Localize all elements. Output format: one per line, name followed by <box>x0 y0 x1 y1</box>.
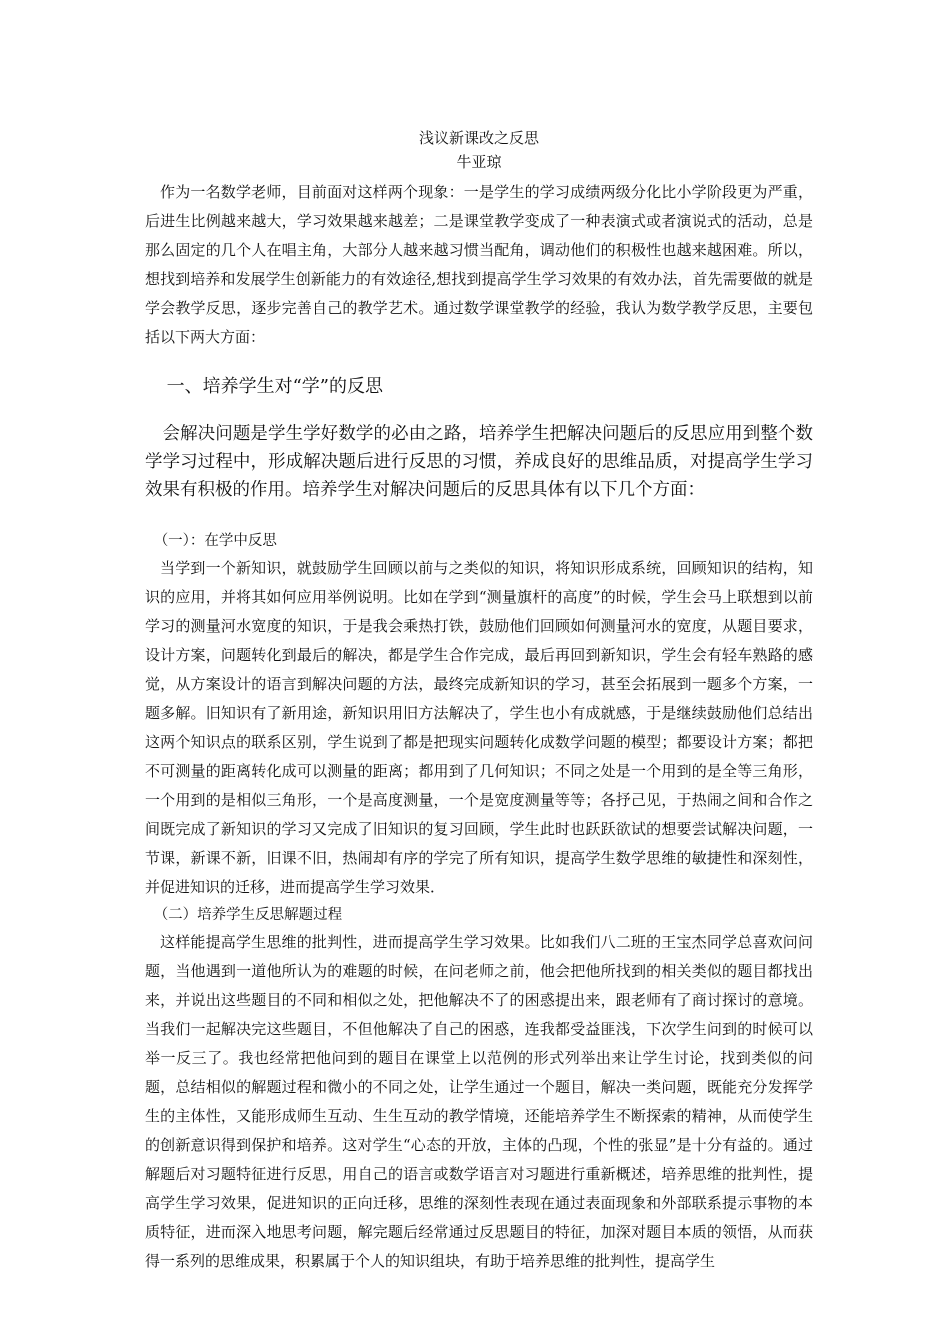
subsection2-heading: （二）培养学生反思解题过程 <box>153 907 343 923</box>
document-author: 牛亚琼 <box>456 153 502 171</box>
document-title: 浅议新课改之反思 <box>418 129 539 147</box>
subsection1-heading: （一）：在学中反思 <box>153 533 277 549</box>
document-page <box>145 126 813 1276</box>
subsection2-paragraph: 这样能提高学生思维的批判性，进而提高学生学习效果。比如我们八二班的王宝杰同学总喜欢问问题，当他遇到一道他所认为的难题的时候，在问老师之前，他会把他所找到的相关类似的题目都找出来，并说出这些题目的不同和相似之处，把他解决不了的困惑提出来，跟老师有了商讨探讨的意境。当我们一起解决完这些题目，不但他解决了自己的困惑，连我都受益匪浅，下次学生问到的时候可以举一反三了。我也经常把他问到的题目在课堂上以范例的形式列举出来让学生讨论，找到类似的问题，总结相似的解题过程和微小的不同之处，让学生通过一个题目，解决一类问题，既能充分发挥学生的主体性，又能形成师生互动、生生互动的教学情境，还能培养学生不断探索的精神，从而使学生的创新意识得到保护和培养。这对学生“心态的开放，主体的凸现，个性的张显”是十分有益的。通过解题后对习题特征进行反思，用自己的语言或数学语言对习题进行重新概述，培养思维的批判性，提高学生学习效果，促进知识的正向迁移，思维的深刻性表现在通过表面现象和外部联系提示事物的本质特征，进而深入地思考问题，解完题后经常通过反思题目的特征，加深对题目本质的领悟，从而获得一系列的思维成果，积累属于个人的知识组块，有助于培养思维的批判性，提高学生 <box>145 933 813 1270</box>
subsection1-paragraph: 当学到一个新知识，就鼓励学生回顾以前与之类似的知识，将知识形成系统，回顾知识的结构，知识的应用，并将其如何应用举例说明。比如在学到“测量旗杆的高度”的时候，学生会马上联想到以前学习的测量河水宽度的知识，于是我会乘热打铁，鼓励他们回顾如何测量河水的宽度，从题目要求，设计方案，问题转化到最后的解决，都是学生合作完成，最后再回到新知识，学生会有轻车熟路的感觉，从方案设计的语言到解决问题的方法，最终完成新知识的学习，甚至会拓展到一题多个方案，一题多解。旧知识有了新用途，新知识用旧方法解决了，学生也小有成就感，于是继续鼓励他们总结出这两个知识点的联系区别，学生说到了都是把现实问题转化成数学问题的模型；都要设计方案；都把不可测量的距离转化成可以测量的距离；都用到了几何知识；不同之处是一个用到的是全等三角形，一个用到的是相似三角形，一个是高度测量，一个是宽度测量等等；各抒己见，于热闹之间和合作之间既完成了新知识的学习又完成了旧知识的复习回顾，学生此时也跃跃欲试的想要尝试解决问题，一节课，新课不新，旧课不旧，热闹却有序的学完了所有知识，提高学生数学思维的敏捷性和深刻性，并促进知识的迁移，进而提高学生学习效果． <box>145 559 813 896</box>
section1-heading: 一、培养学生对“学”的反思 <box>166 376 383 397</box>
intro-paragraph: 作为一名数学老师，目前面对这样两个现象：一是学生的学习成绩两级分化比小学阶段更为严重，后进生比例越来越大，学习效果越来越差；二是课堂教学变成了一种表演式或者演说式的活动，总是那么固定的几个人在唱主角，大部分人越来越习惯当配角，调动他们的积极性也越来越困难。所以，想找到培养和发展学生创新能力的有效途径,想找到提高学生学习效果的有效办法，首先需要做的就是学会教学反思，逐步完善自己的教学艺术。通过数学课堂教学的经验，我认为数学教学反思，主要包括以下两大方面： <box>145 183 813 346</box>
section1-paragraph: 会解决问题是学生学好数学的必由之路，培养学生把解决问题后的反思应用到整个数学学习过程中，形成解决题后进行反思的习惯，养成良好的思维品质，对提高学生学习效果有积极的作用。培养学生对解决问题后的反思具体有以下几个方面： <box>145 424 813 500</box>
